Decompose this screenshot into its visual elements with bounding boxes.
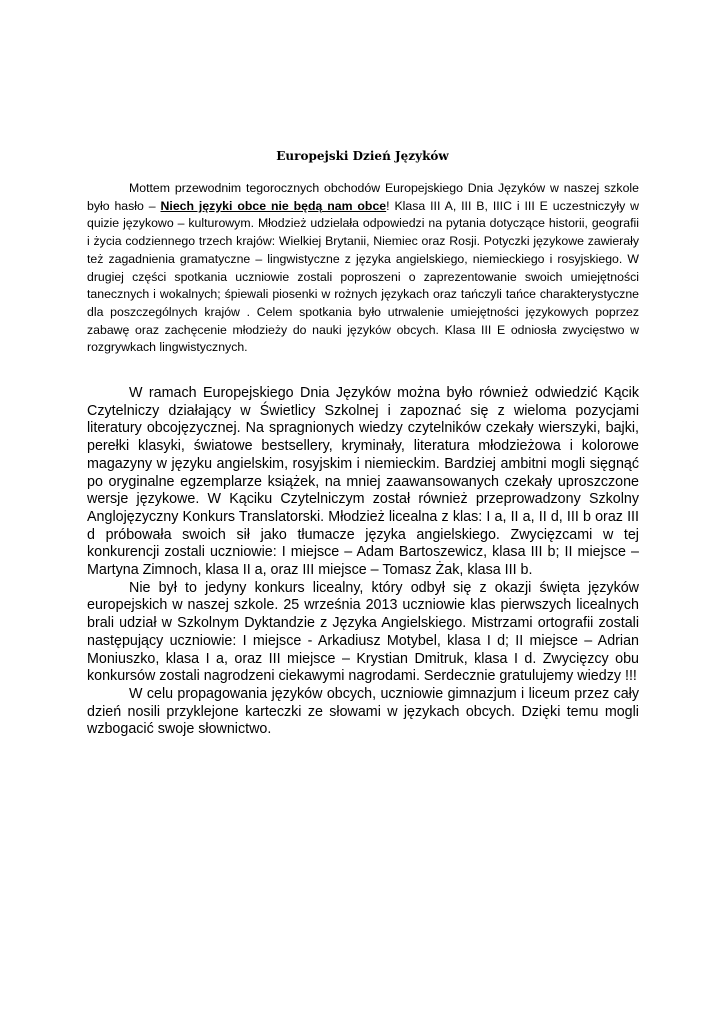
paragraph-vocabulary-cards: W celu propagowania języków obcych, uczniowie gimnazjum i liceum przez cały dzień nosili przyklejone karteczki ze słowami w językach obcych. Dzięki temu mogli wzbogacić swoje słownictwo. (87, 685, 639, 738)
paragraph-dictation-contest: Nie był to jedyny konkurs licealny, który odbył się z okazji święta języków europejskich w naszej szkole. 25 września 2013 uczniowie klas pierwszych licealnych brali udział w Szkolnym Dyktandzie z Języka Angielskiego. Mistrzami ortografii zostali następujący uczniowie: I miejsce - Arkadiusz Motybel, klasa I d; II miejsce – Adrian Moniuszko, klasa I a, oraz III miejsce – Krystian Dmitruk, klasa I d. Zwycięzcy obu konkursów zostali nagrodzeni ciekawymi nagrodami. Serdecznie gratulujemy wiedzy !!! (87, 579, 639, 685)
paragraph-reading-corner: W ramach Europejskiego Dnia Języków można było również odwiedzić Kącik Czytelniczy działający w Świetlicy Szkolnej i zapoznać się z wieloma pozycjami literatury obcojęzycznej. Na spragnionych wiedzy czytelników czekały wierszyki, bajki, perełki klasyki, światowe bestsellery, kryminały, literatura młodzieżowa i kolorowe magazyny w języku angielskim, rosyjskim i niemieckim. Bardziej ambitni mogli sięgnąć po oryginalne egzemplarze książek, na mniej zaawansowanych czekały uproszczone wersje językowe. W Kąciku Czytelniczym został również przeprowadzony Szkolny Anglojęzyczny Konkurs Translatorski. Młodzież licealna z klas: I a, II a, II d, III b oraz III d próbowała swoich sił jako tłumacze języka angielskiego. Zwycięzcami w tej konkurencji zostali uczniowie: I miejsce – Adam Bartoszewicz, klasa III b; II miejsce – Martyna Zimnoch, klasa II a, oraz III miejsce – Tomasz Żak, klasa III b. (87, 385, 639, 579)
document-title: Europejski Dzień Języków (276, 149, 449, 163)
paragraph-intro-text-start: Mottem przewodnim tegorocznych obchodów Europejskiego Dnia Języków w naszej szkole było hasło – (87, 181, 639, 213)
paragraph-intro-text-end: ! Klasa III A, III B, IIIC i III E uczestniczyły w quizie językowo – kulturowym. Młodzież udzielała odpowiedzi na pytania dotyczące historii, geografii i życia codziennego trzech krajów: Wielkiej Brytanii, Niemiec oraz Rosji. Potyczki językowe zawierały też zagadnienia gramatyczne – lingwistyczne z języka angielskiego, niemieckiego i rosyjskiego. W drugiej części spotkania uczniowie zostali poproszeni o zaprezentowanie swoich umiejętności tanecznych i wokalnych; śpiewali piosenki w rożnych językach oraz tańczyli tańce charakterystyczne dla poszczególnych krajów . Celem spotkania było utrwalenie umiejętności językowych poprzez zabawę oraz zachęcenie młodzieży do nauki języków obcych. Klasa III E odniosła zwycięstwo w rozgrywkach lingwistycznych. (87, 198, 640, 355)
document-body (87, 385, 639, 739)
motto-text: Niech języki obce nie będą nam obce (160, 198, 387, 213)
paragraph-intro (87, 180, 639, 357)
